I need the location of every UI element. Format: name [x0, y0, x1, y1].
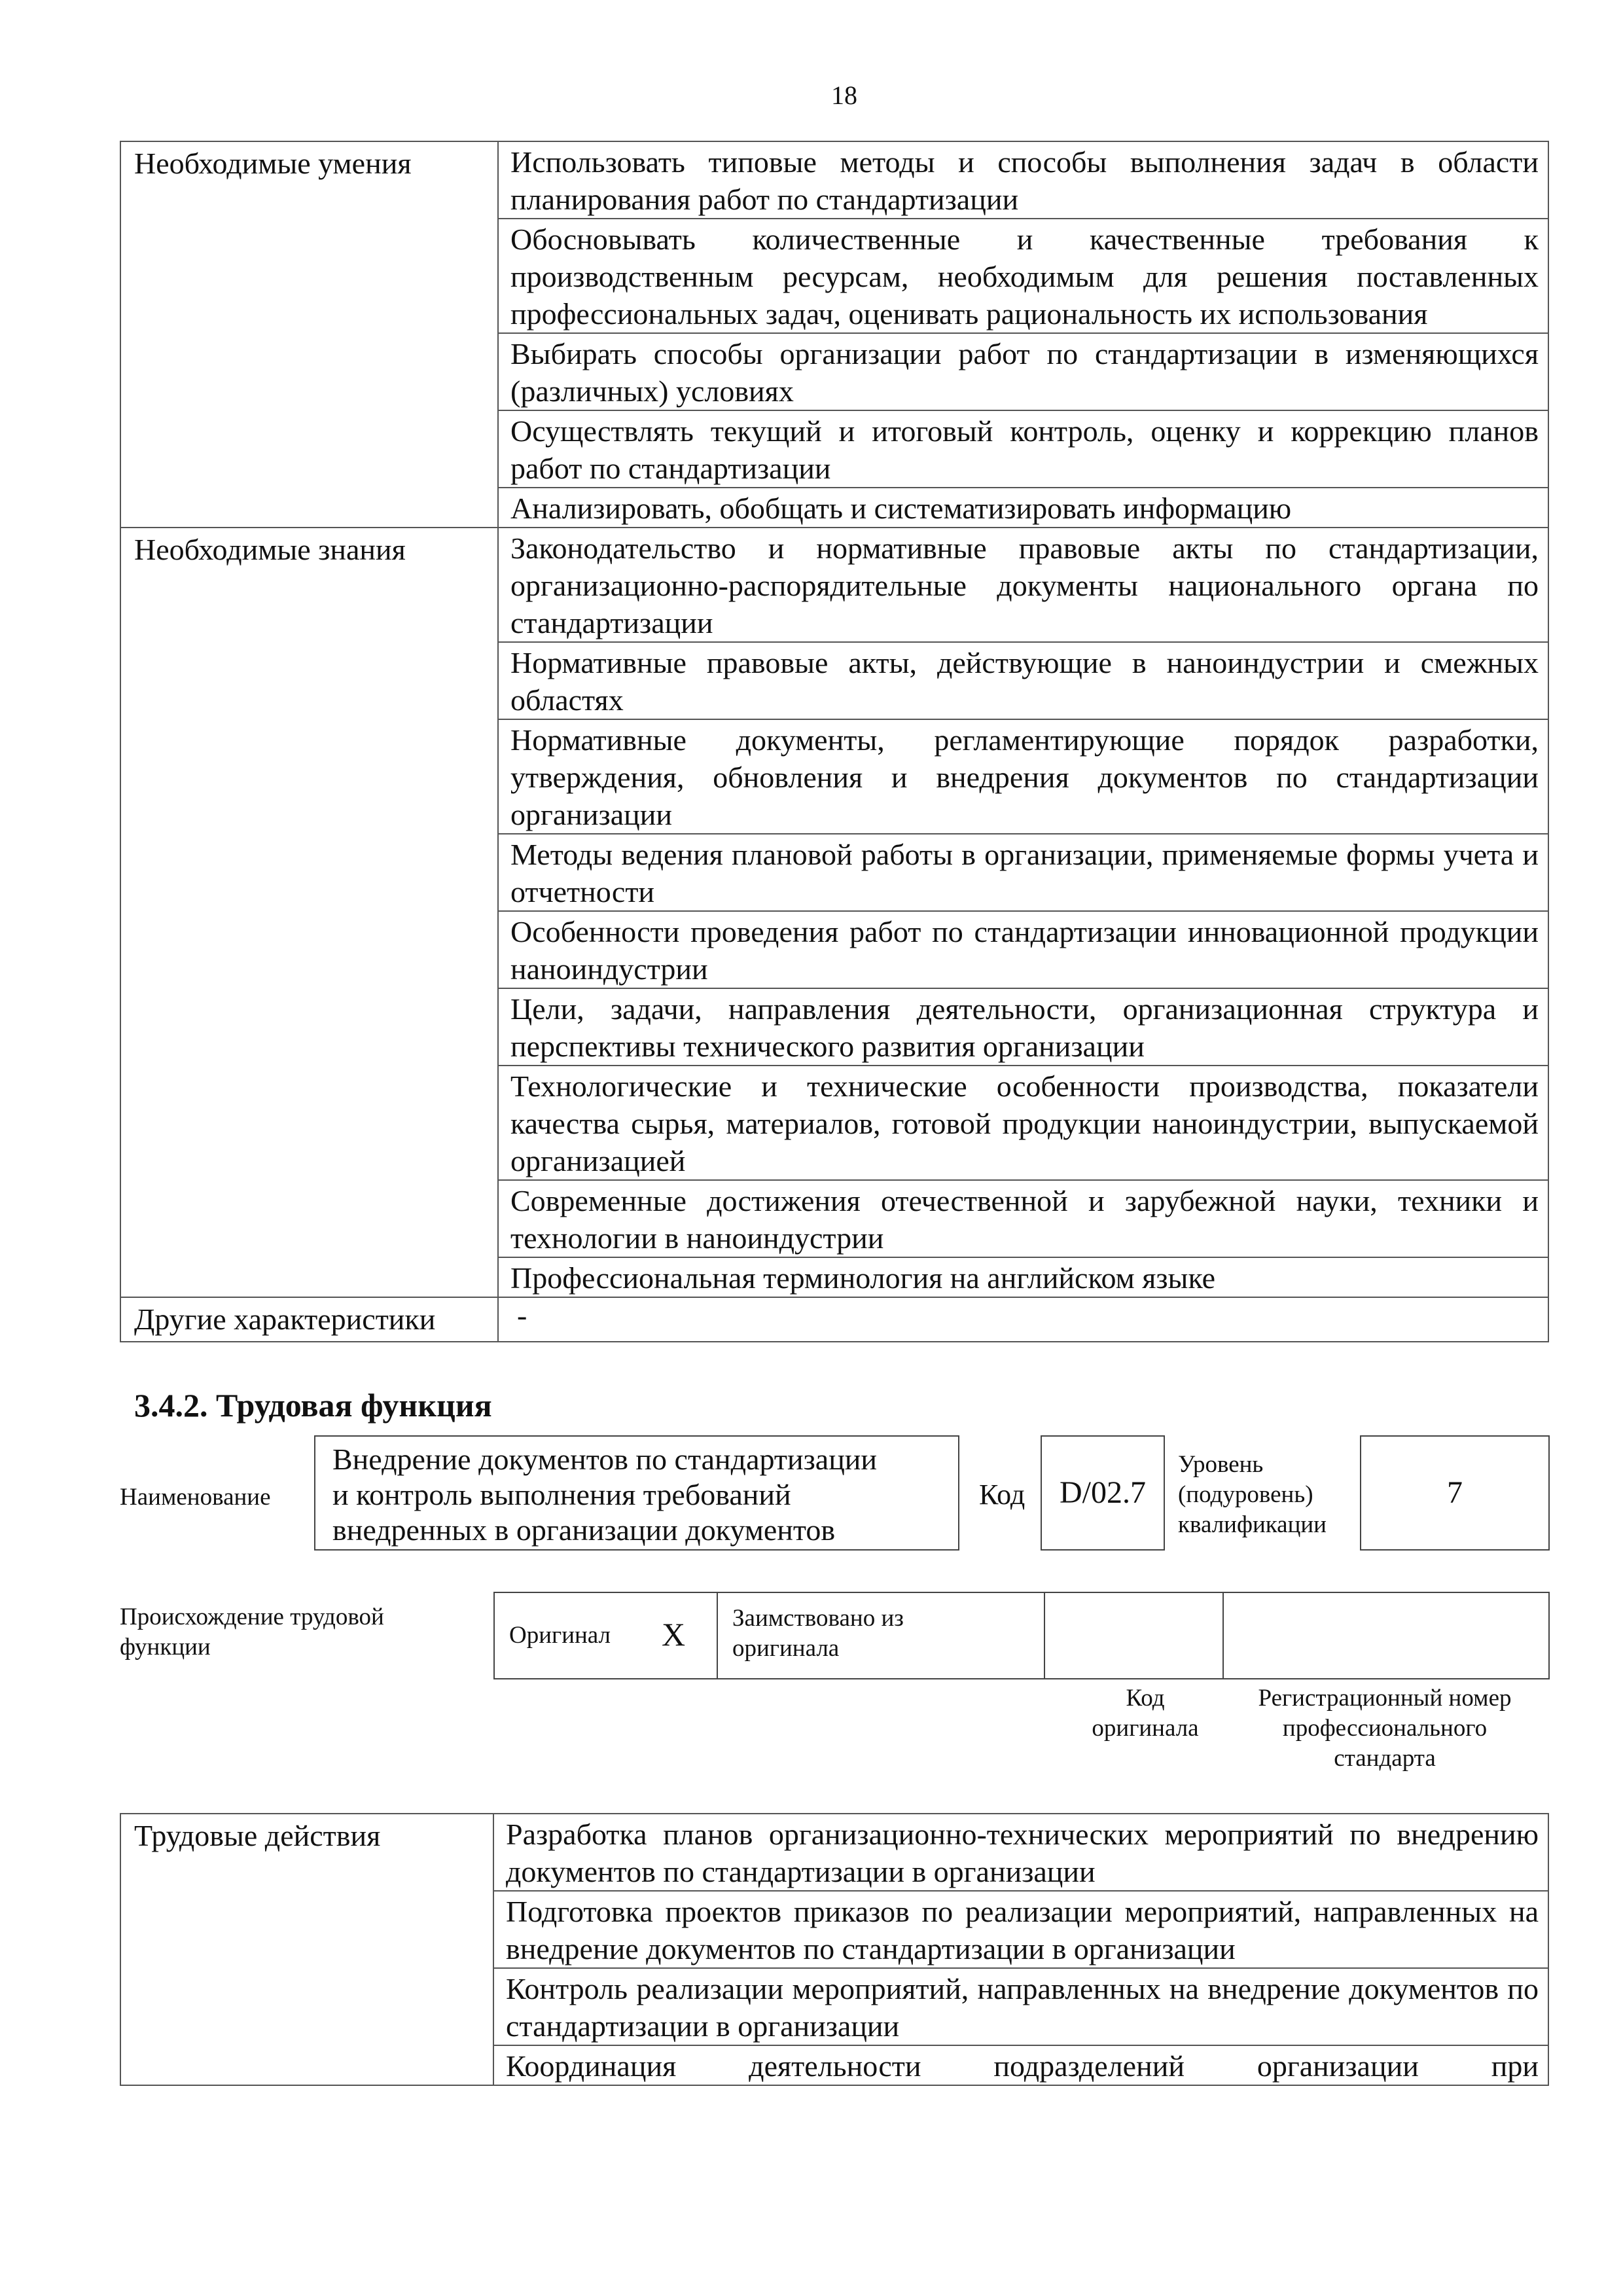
list-item: Координация деятельности подразделений организации при	[493, 2045, 1548, 2085]
labor-actions-table	[120, 1813, 1549, 2086]
name-label: Наименование	[120, 1484, 271, 1511]
list-item: Цели, задачи, направления деятельности, организационная структура и перспективы технического развития организации	[498, 988, 1548, 1066]
original-mark: X	[662, 1616, 686, 1653]
function-name-line: Внедрение документов по стандартизации	[332, 1443, 878, 1476]
table-row	[120, 141, 1548, 219]
original-label: Оригинал	[509, 1622, 611, 1649]
reg-number-caption: Регистрационный номер профессионального стандарта	[1258, 1685, 1512, 1772]
list-item: Разработка планов организационно-технических мероприятий по внедрению документов по стандартизации в организации	[493, 1814, 1548, 1891]
level-label: Уровень (подуровень) квалификации	[1178, 1451, 1327, 1538]
origin-box	[493, 1592, 1550, 1679]
list-item: Нормативные правовые акты, действующие в наноиндустрии и смежных областях	[498, 642, 1548, 719]
list-item: Нормативные документы, регламентирующие порядок разработки, утверждения, обновления и внедрения документов по стандартизации организации	[498, 719, 1548, 834]
row-label-skills: Необходимые умения	[120, 141, 498, 528]
row-label-other: Другие характеристики	[120, 1297, 498, 1342]
code-original-caption: Код оригинала	[1092, 1685, 1199, 1742]
list-item: Методы ведения плановой работы в организации, применяемые формы учета и отчетности	[498, 834, 1548, 911]
code-label: Код	[979, 1479, 1026, 1511]
origin-label: Происхождение трудовой функции	[120, 1604, 384, 1660]
list-item: Анализировать, обобщать и систематизировать информацию	[498, 488, 1548, 528]
row-label-knowledge: Необходимые знания	[120, 528, 498, 1297]
function-name-box	[314, 1435, 959, 1551]
list-item: Технологические и технические особенности производства, показатели качества сырья, материалов, готовой продукции наноиндустрии, выпускаемой организацией	[498, 1066, 1548, 1180]
other-value: -	[498, 1297, 1548, 1342]
row-label-actions: Трудовые действия	[120, 1814, 493, 2085]
list-item: Выбирать способы организации работ по стандартизации в изменяющихся (различных) условиях	[498, 333, 1548, 410]
table-row	[120, 1814, 1548, 1891]
section-heading: 3.4.2. Трудовая функция	[134, 1387, 492, 1424]
list-item: Современные достижения отечественной и зарубежной науки, техники и технологии в наноиндустрии	[498, 1180, 1548, 1257]
borrowed-label: Заимствовано из оригинала	[732, 1605, 904, 1662]
list-item: Использовать типовые методы и способы выполнения задач в области планирования работ по стандартизации	[498, 141, 1548, 219]
list-item: Подготовка проектов приказов по реализации мероприятий, направленных на внедрение документов по стандартизации в организации	[493, 1891, 1548, 1968]
skills-knowledge-table	[120, 141, 1549, 1342]
list-item: Обосновывать количественные и качественные требования к производственным ресурсам, необходимым для решения поставленных профессиональных задач, оценивать рациональность их использования	[498, 219, 1548, 333]
function-name-line: и контроль выполнения требований	[332, 1478, 791, 1511]
list-item: Особенности проведения работ по стандартизации инновационной продукции наноиндустрии	[498, 911, 1548, 988]
level-value: 7	[1447, 1475, 1463, 1510]
table-row	[120, 1297, 1548, 1342]
code-box	[1041, 1435, 1165, 1551]
code-value: D/02.7	[1060, 1475, 1146, 1510]
table-row	[120, 528, 1548, 642]
list-item: Законодательство и нормативные правовые акты по стандартизации, организационно-распорядительные документы национального органа по стандартизации	[498, 528, 1548, 642]
page-number: 18	[831, 81, 857, 110]
list-item: Контроль реализации мероприятий, направленных на внедрение документов по стандартизации в организации	[493, 1968, 1548, 2045]
function-name-line: внедренных в организации документов	[332, 1513, 836, 1547]
level-box	[1360, 1435, 1550, 1551]
list-item: Осуществлять текущий и итоговый контроль, оценку и коррекцию планов работ по стандартизации	[498, 410, 1548, 488]
list-item: Профессиональная терминология на английском языке	[498, 1257, 1548, 1297]
